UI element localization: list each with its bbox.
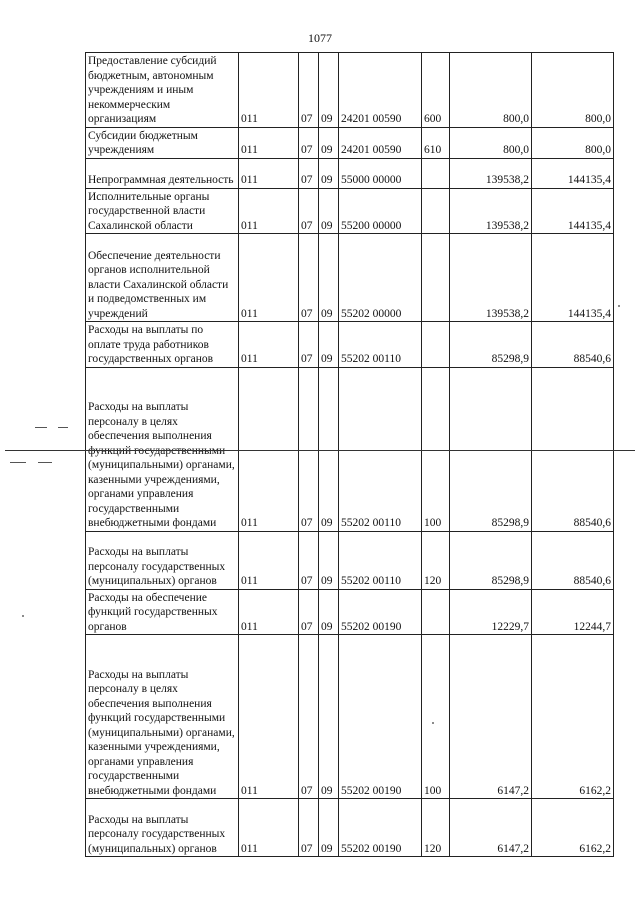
row-section-code: 07 bbox=[299, 188, 319, 234]
row-amount-year1: 800,0 bbox=[450, 53, 532, 128]
row-name: Расходы на выплаты по оплате труда работников государственных органов bbox=[86, 322, 239, 368]
row-expense-type-code: 610 bbox=[422, 127, 450, 158]
row-name: Расходы на выплаты персоналу в целях обеспечения выполнения функций государственными (муниципальными) органами, казенными учреждениями, органами управления государственными внебюджетными фондами bbox=[86, 635, 239, 799]
row-amount-year2: 6162,2 bbox=[532, 635, 614, 799]
row-expense-type-code: 600 bbox=[422, 53, 450, 128]
row-name: Предоставление субсидий бюджетным, автономным учреждениям и иным некоммерческим организациям bbox=[86, 53, 239, 128]
row-article-code: 55000 00000 bbox=[339, 158, 422, 188]
budget-table bbox=[85, 52, 614, 857]
row-subsection-code: 09 bbox=[319, 589, 339, 635]
budget-table-body bbox=[86, 53, 614, 857]
row-subsection-code: 09 bbox=[319, 188, 339, 234]
row-amount-year1: 139538,2 bbox=[450, 234, 532, 322]
row-section-code: 07 bbox=[299, 322, 319, 368]
row-name: Исполнительные органы государственной власти Сахалинской области bbox=[86, 188, 239, 234]
row-amount-year2: 88540,6 bbox=[532, 322, 614, 368]
row-amount-year1: 139538,2 bbox=[450, 188, 532, 234]
row-subsection-code: 09 bbox=[319, 53, 339, 128]
row-section-code: 07 bbox=[299, 799, 319, 857]
row-section-code: 07 bbox=[299, 53, 319, 128]
row-expense-type-code bbox=[422, 158, 450, 188]
row-amount-year1: 139538,2 bbox=[450, 158, 532, 188]
row-article-code: 55202 00110 bbox=[339, 322, 422, 368]
row-article-code: 55202 00190 bbox=[339, 635, 422, 799]
row-amount-year1: 6147,2 bbox=[450, 799, 532, 857]
row-amount-year2: 800,0 bbox=[532, 127, 614, 158]
row-expense-type-code: 100 bbox=[422, 635, 450, 799]
row-section-code: 07 bbox=[299, 158, 319, 188]
row-admin-code: 011 bbox=[239, 635, 299, 799]
row-subsection-code: 09 bbox=[319, 367, 339, 531]
table-row bbox=[86, 367, 614, 531]
page-number: 1077 bbox=[308, 31, 332, 45]
row-amount-year2: 88540,6 bbox=[532, 367, 614, 531]
row-amount-year1: 85298,9 bbox=[450, 322, 532, 368]
row-amount-year1: 6147,2 bbox=[450, 635, 532, 799]
row-name: Расходы на обеспечение функций государственных органов bbox=[86, 589, 239, 635]
row-admin-code: 011 bbox=[239, 127, 299, 158]
row-subsection-code: 09 bbox=[319, 799, 339, 857]
row-expense-type-code bbox=[422, 234, 450, 322]
row-expense-type-code bbox=[422, 589, 450, 635]
table-row bbox=[86, 53, 614, 128]
row-section-code: 07 bbox=[299, 234, 319, 322]
table-row bbox=[86, 234, 614, 322]
row-name: Расходы на выплаты персоналу в целях обеспечения выполнения функций государственными (муниципальными) органами, казенными учреждениями, органами управления государственными внебюджетными фондами bbox=[86, 367, 239, 531]
row-subsection-code: 09 bbox=[319, 158, 339, 188]
row-article-code: 55202 00190 bbox=[339, 589, 422, 635]
row-expense-type-code bbox=[422, 322, 450, 368]
table-row bbox=[86, 127, 614, 158]
row-section-code: 07 bbox=[299, 589, 319, 635]
row-admin-code: 011 bbox=[239, 234, 299, 322]
table-row bbox=[86, 188, 614, 234]
row-expense-type-code: 120 bbox=[422, 531, 450, 589]
row-article-code: 55202 00190 bbox=[339, 799, 422, 857]
row-article-code: 55202 00110 bbox=[339, 367, 422, 531]
table-row bbox=[86, 322, 614, 368]
row-admin-code: 011 bbox=[239, 589, 299, 635]
row-amount-year2: 144135,4 bbox=[532, 234, 614, 322]
table-row bbox=[86, 589, 614, 635]
row-amount-year1: 800,0 bbox=[450, 127, 532, 158]
row-amount-year2: 88540,6 bbox=[532, 531, 614, 589]
row-subsection-code: 09 bbox=[319, 234, 339, 322]
row-article-code: 55202 00110 bbox=[339, 531, 422, 589]
row-subsection-code: 09 bbox=[319, 531, 339, 589]
row-name: Непрограммная деятельность bbox=[86, 158, 239, 188]
table-row bbox=[86, 799, 614, 857]
table-row bbox=[86, 635, 614, 799]
table-row bbox=[86, 531, 614, 589]
row-subsection-code: 09 bbox=[319, 322, 339, 368]
row-name: Расходы на выплаты персоналу государственных (муниципальных) органов bbox=[86, 531, 239, 589]
row-name: Расходы на выплаты персоналу государственных (муниципальных) органов bbox=[86, 799, 239, 857]
row-admin-code: 011 bbox=[239, 53, 299, 128]
row-amount-year1: 12229,7 bbox=[450, 589, 532, 635]
row-admin-code: 011 bbox=[239, 158, 299, 188]
row-expense-type-code: 120 bbox=[422, 799, 450, 857]
row-article-code: 55200 00000 bbox=[339, 188, 422, 234]
row-amount-year1: 85298,9 bbox=[450, 367, 532, 531]
row-section-code: 07 bbox=[299, 127, 319, 158]
row-amount-year2: 144135,4 bbox=[532, 188, 614, 234]
row-admin-code: 011 bbox=[239, 188, 299, 234]
row-section-code: 07 bbox=[299, 367, 319, 531]
row-admin-code: 011 bbox=[239, 531, 299, 589]
row-section-code: 07 bbox=[299, 635, 319, 799]
row-admin-code: 011 bbox=[239, 322, 299, 368]
row-admin-code: 011 bbox=[239, 799, 299, 857]
row-admin-code: 011 bbox=[239, 367, 299, 531]
row-expense-type-code: 100 bbox=[422, 367, 450, 531]
row-section-code: 07 bbox=[299, 531, 319, 589]
row-article-code: 24201 00590 bbox=[339, 53, 422, 128]
row-amount-year2: 144135,4 bbox=[532, 158, 614, 188]
row-name: Обеспечение деятельности органов исполнительной власти Сахалинской области и подведомственных им учреждений bbox=[86, 234, 239, 322]
row-article-code: 55202 00000 bbox=[339, 234, 422, 322]
row-amount-year2: 6162,2 bbox=[532, 799, 614, 857]
row-subsection-code: 09 bbox=[319, 127, 339, 158]
table-row bbox=[86, 158, 614, 188]
row-amount-year1: 85298,9 bbox=[450, 531, 532, 589]
row-amount-year2: 12244,7 bbox=[532, 589, 614, 635]
row-expense-type-code bbox=[422, 188, 450, 234]
row-name: Субсидии бюджетным учреждениям bbox=[86, 127, 239, 158]
row-subsection-code: 09 bbox=[319, 635, 339, 799]
row-article-code: 24201 00590 bbox=[339, 127, 422, 158]
row-amount-year2: 800,0 bbox=[532, 53, 614, 128]
